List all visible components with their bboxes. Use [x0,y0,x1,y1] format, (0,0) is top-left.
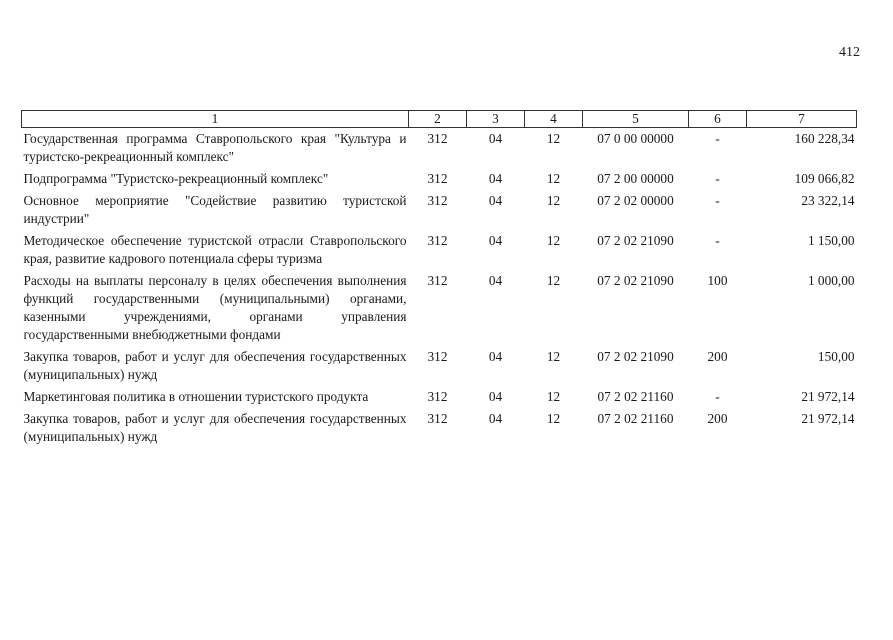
row-name: Методическое обеспечение туристской отрасли Ставропольского края, развитие кадрового потенциала сферы туризма [23,233,407,266]
row-name: Подпрограмма "Туристско-рекреационный комплекс" [23,171,329,186]
column-header-4: 4 [525,111,583,128]
row-name: Государственная программа Ставропольского края "Культура и туристско-рекреационный комплекс" [23,131,407,164]
table-row [22,190,857,230]
row-subsection-code: 12 [546,273,561,288]
row-target-code: 07 2 02 21090 [597,273,674,288]
row-name: Маркетинговая политика в отношении туристского продукта [23,389,369,404]
row-subsection-code: 12 [546,131,561,146]
column-header-3: 3 [467,111,525,128]
row-amount: 23 322,14 [801,193,855,208]
column-header-5: 5 [583,111,689,128]
column-header-2: 2 [409,111,467,128]
row-section-code: 04 [488,389,503,404]
row-section-code: 04 [488,233,503,248]
row-target-code: 07 2 02 21160 [597,389,674,404]
row-subsection-code: 12 [546,349,561,364]
column-header-6: 6 [689,111,747,128]
table-row [22,346,857,386]
row-expense-type: - [715,131,720,146]
column-header-7: 7 [747,111,857,128]
table-row [22,270,857,346]
row-expense-type: - [715,171,720,186]
row-target-code: 07 2 02 21090 [597,233,674,248]
row-subsection-code: 12 [546,389,561,404]
row-ministry-code: 312 [427,193,448,208]
row-subsection-code: 12 [546,411,561,426]
row-expense-type: 200 [707,411,728,426]
table-row [22,168,857,190]
row-target-code: 07 2 02 21160 [597,411,674,426]
row-expense-type: - [715,233,720,248]
row-ministry-code: 312 [427,389,448,404]
row-expense-type: 200 [707,349,728,364]
row-section-code: 04 [488,273,503,288]
row-ministry-code: 312 [427,233,448,248]
row-amount: 109 066,82 [794,171,855,186]
row-amount: 160 228,34 [794,131,855,146]
row-expense-type: - [715,389,720,404]
row-target-code: 07 0 00 00000 [597,131,674,146]
header-row [22,111,857,128]
row-section-code: 04 [488,131,503,146]
table-row [22,386,857,408]
row-target-code: 07 2 02 21090 [597,349,674,364]
budget-table [21,110,857,448]
row-ministry-code: 312 [427,411,448,426]
row-section-code: 04 [488,171,503,186]
page-number: 412 [839,45,860,60]
row-target-code: 07 2 02 00000 [597,193,674,208]
row-ministry-code: 312 [427,273,448,288]
row-amount: 21 972,14 [801,411,855,426]
row-subsection-code: 12 [546,171,561,186]
row-amount: 150,00 [817,349,855,364]
column-header-1: 1 [22,111,409,128]
row-amount: 1 150,00 [807,233,855,248]
row-subsection-code: 12 [546,233,561,248]
table-row [22,128,857,169]
row-name: Закупка товаров, работ и услуг для обеспечения государственных (муниципальных) нужд [23,349,407,382]
row-ministry-code: 312 [427,349,448,364]
row-target-code: 07 2 00 00000 [597,171,674,186]
row-ministry-code: 312 [427,171,448,186]
row-name: Основное мероприятие "Содействие развитию туристской индустрии" [23,193,407,226]
row-expense-type: 100 [707,273,728,288]
row-expense-type: - [715,193,720,208]
row-amount: 1 000,00 [807,273,855,288]
table-row [22,230,857,270]
row-section-code: 04 [488,193,503,208]
row-name: Закупка товаров, работ и услуг для обеспечения государственных (муниципальных) нужд [23,411,407,444]
row-amount: 21 972,14 [801,389,855,404]
table-row [22,408,857,448]
row-ministry-code: 312 [427,131,448,146]
row-section-code: 04 [488,411,503,426]
row-section-code: 04 [488,349,503,364]
row-subsection-code: 12 [546,193,561,208]
row-name: Расходы на выплаты персоналу в целях обеспечения выполнения функций государственными (муниципальными) органами, казенными учреждениями, органами управления государственными внебюджетными фондами [23,273,407,342]
